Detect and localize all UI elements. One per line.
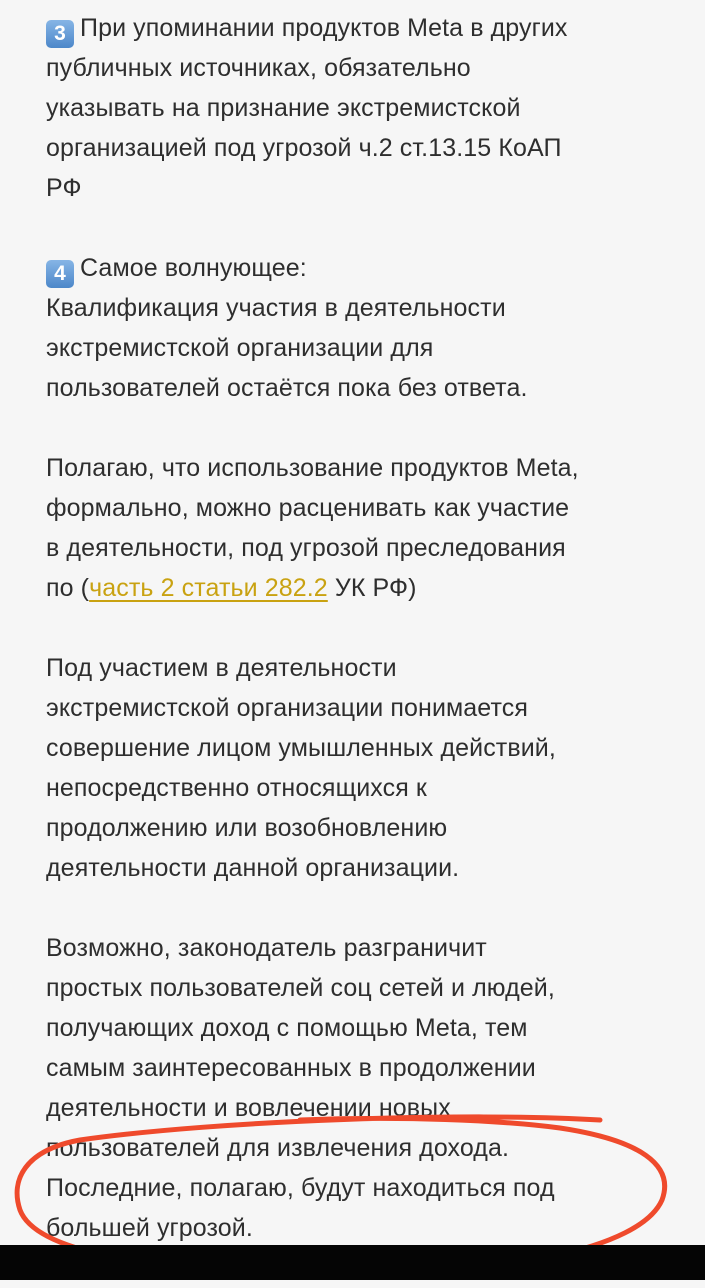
paragraph-4-line-2: Квалификация участия в деятельности [46,294,506,322]
paragraph-7-line-5: деятельности и вовлечении новых [46,1094,451,1122]
bottom-black-bar [0,1245,705,1280]
paragraph-5 [46,448,686,608]
paragraph-4 [46,248,686,408]
paragraph-6-line-1: Под участием в деятельности [46,654,397,682]
paragraph-3-line-2: публичных источниках, обязательно [46,54,471,82]
paragraph-7-line-6: пользователей для извлечения дохода. [46,1134,510,1162]
paragraph-5-line-4 [46,568,686,608]
text-line: При упоминании продуктов Meta в других [80,14,568,42]
paragraph-3 [46,8,686,208]
message-text [46,8,686,1288]
paragraph-5-line-1: Полагаю, что использование продуктов Meta, [46,454,579,482]
text-suffix: УК РФ) [327,574,417,602]
paragraph-6-line-4: непосредственно относящихся к [46,774,427,802]
paragraph-6-line-2: экстремистской организации понимается [46,694,528,722]
text-line: Самое волнующее: [80,254,307,282]
law-link[interactable]: часть 2 статьи 282.2 [89,574,328,602]
paragraph-3-line-5: РФ [46,174,82,202]
paragraph-5-line-2: формально, можно расценивать как участие [46,494,570,522]
paragraph-6-line-3: совершение лицом умышленных действий, [46,734,556,762]
paragraph-7-line-7: Последние, полагаю, будут находиться под [46,1174,555,1202]
keycap-4-icon: 4 [46,260,74,288]
paragraph-7-line-8: большей угрозой. [46,1214,253,1242]
paragraph-4-line-4: пользователей остаётся пока без ответа. [46,374,528,402]
paragraph-4-line-3: экстремистской организации для [46,334,434,362]
paragraph-5-line-3: в деятельности, под угрозой преследования [46,534,566,562]
keycap-3-icon: 3 [46,20,74,48]
paragraph-7-line-1: Возможно, законодатель разграничит [46,934,487,962]
paragraph-6 [46,648,686,888]
paragraph-6-line-5: продолжению или возобновлению [46,814,448,842]
paragraph-7-line-4: самым заинтересованных в продолжении [46,1054,536,1082]
paragraph-6-line-6: деятельности данной организации. [46,854,460,882]
paragraph-3-line-1 [46,8,686,48]
paragraph-7-line-3: получающих доход с помощью Meta, тем [46,1014,528,1042]
paragraph-3-line-4: организацией под угрозой ч.2 ст.13.15 КоАП [46,134,562,162]
paragraph-7 [46,928,686,1248]
paragraph-4-line-1 [46,248,686,288]
text-prefix: по ( [46,574,90,602]
paragraph-3-line-3: указывать на признание экстремистской [46,94,521,122]
paragraph-7-line-2: простых пользователей соц сетей и людей, [46,974,555,1002]
